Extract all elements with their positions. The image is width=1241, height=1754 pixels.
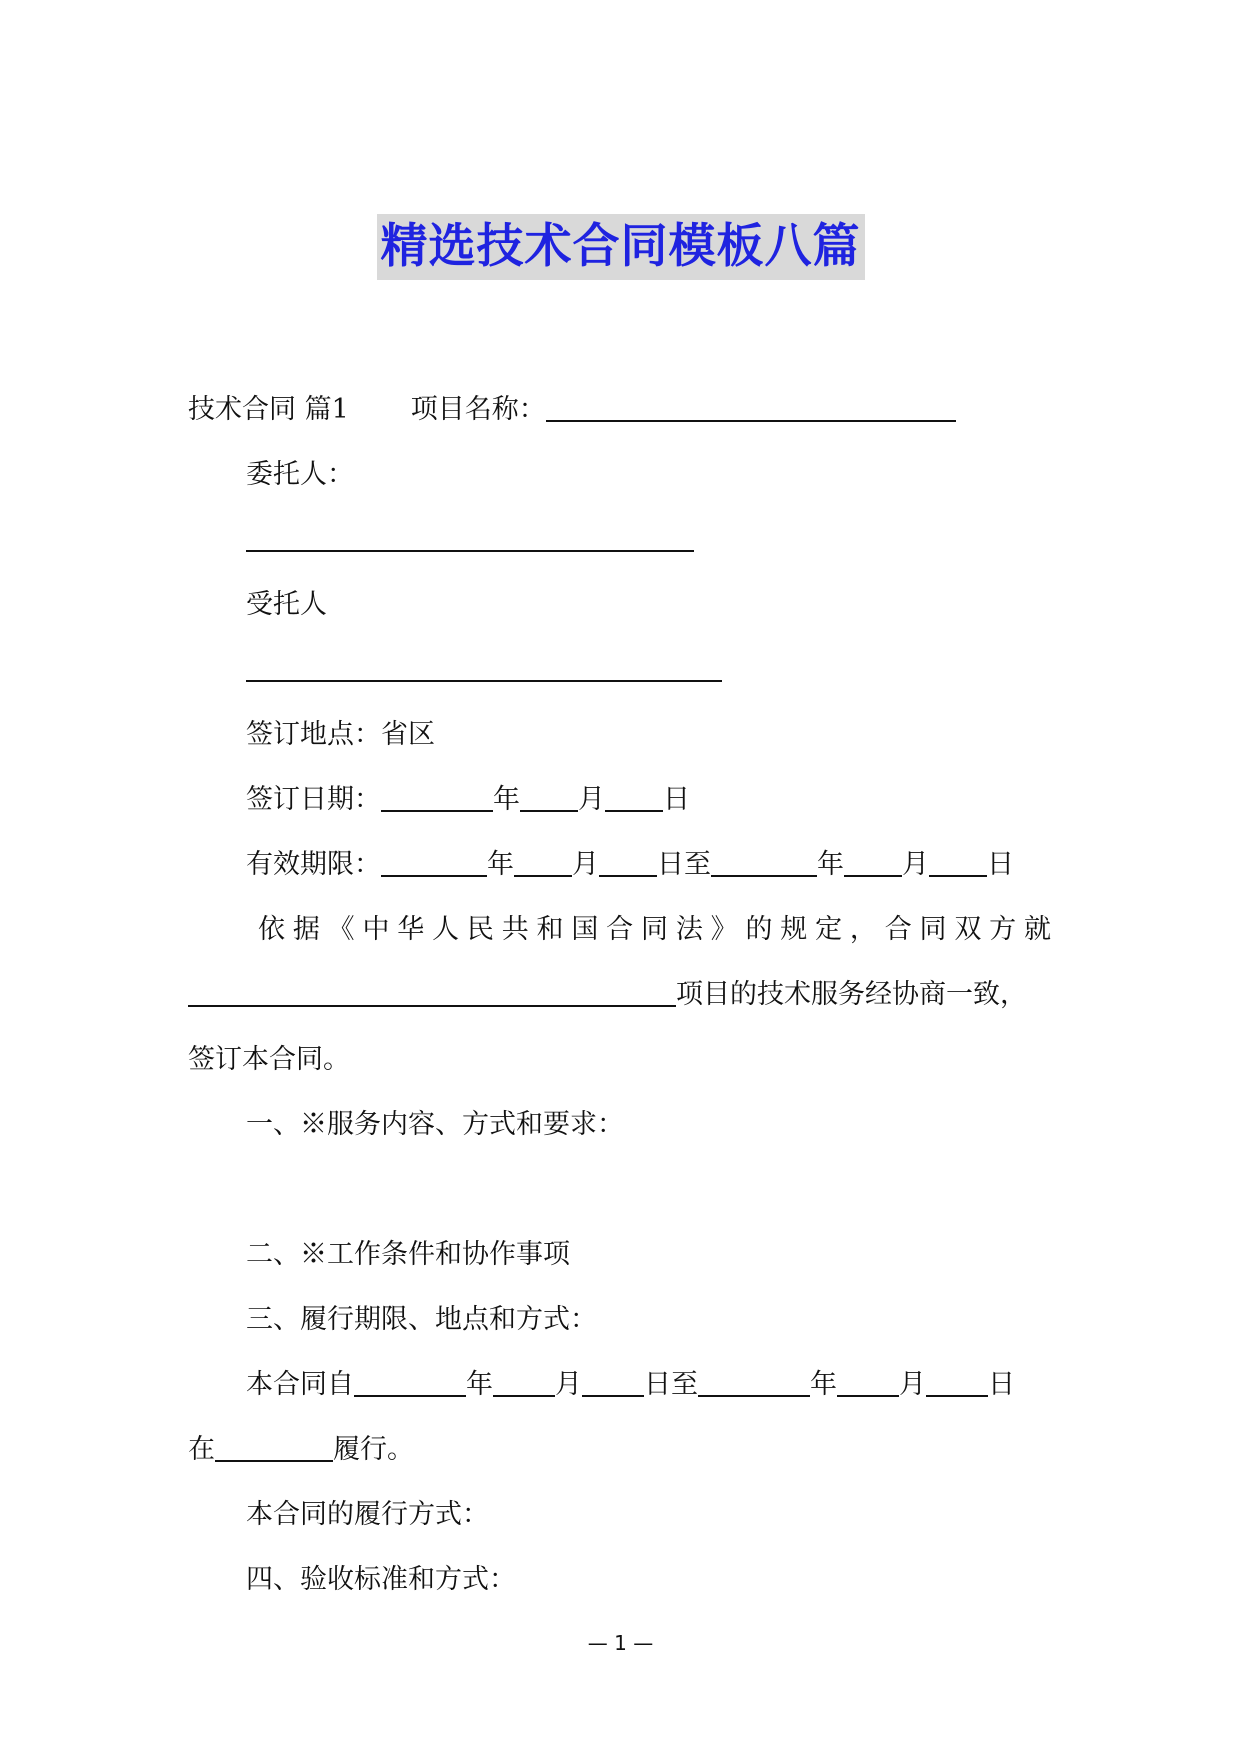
sign-contract-line [188, 1040, 350, 1080]
end-month-blank [844, 847, 902, 877]
contractor-blank-line [246, 650, 722, 690]
legal-basis-line [258, 910, 1051, 950]
section-one-text: 一、※服务内容、方式和要求： [246, 1109, 624, 1140]
section-two-heading [246, 1235, 570, 1275]
contract-section-label: 技术合同 篇1 [188, 394, 349, 425]
document-title: 精选技术合同模板八篇 [377, 214, 865, 280]
place-prefix: 在 [188, 1434, 215, 1465]
start-year-blank [381, 847, 487, 877]
start-month-blank [514, 847, 572, 877]
perf-end-year-blank [698, 1367, 810, 1397]
signing-place-text: 签订地点：省区 [246, 719, 435, 750]
section-three-heading [246, 1300, 597, 1340]
page-number: — 1 — [587, 1631, 654, 1655]
section-three-text: 三、履行期限、地点和方式： [246, 1304, 597, 1335]
client-blank [246, 522, 694, 552]
year-blank [381, 782, 493, 812]
perf-start-month-label: 月 [555, 1369, 582, 1400]
end-day-blank [929, 847, 987, 877]
start-day-blank [599, 847, 657, 877]
day-blank [605, 782, 663, 812]
contractor-label: 受托人 [246, 589, 327, 620]
contract-header-line [188, 390, 956, 430]
place-suffix: 履行。 [333, 1434, 414, 1465]
project-name-label: 项目名称： [410, 394, 546, 425]
to-label: 日至 [657, 849, 711, 880]
legal-basis-text: 依据《中华人民共和国合同法》的规定，合同双方就 [258, 914, 1051, 945]
signing-place-line [246, 715, 435, 755]
project-blank [188, 977, 676, 1007]
client-label-line [246, 455, 354, 495]
perf-end-day-blank [926, 1367, 988, 1397]
start-month-label: 月 [572, 849, 599, 880]
project-name-blank [546, 392, 956, 422]
validity-line [246, 845, 1014, 885]
section-one-heading [246, 1105, 624, 1145]
month-blank [520, 782, 578, 812]
perf-start-year-blank [354, 1367, 466, 1397]
sign-contract-text: 签订本合同。 [188, 1044, 350, 1075]
validity-label: 有效期限： [246, 849, 381, 880]
day-label: 日 [663, 784, 690, 815]
section-two-text: 二、※工作条件和协作事项 [246, 1239, 570, 1270]
signing-date-label: 签订日期： [246, 784, 381, 815]
end-year-label: 年 [817, 849, 844, 880]
contractor-blank [246, 652, 722, 682]
perf-end-year-label: 年 [810, 1369, 837, 1400]
performance-place-line [188, 1430, 414, 1470]
performance-period-line [246, 1365, 1015, 1405]
perf-end-month-blank [837, 1367, 899, 1397]
year-label: 年 [493, 784, 520, 815]
place-blank [215, 1432, 333, 1462]
perf-start-month-blank [493, 1367, 555, 1397]
perf-end-day-label: 日 [988, 1369, 1015, 1400]
month-label: 月 [578, 784, 605, 815]
perf-to-label: 日至 [644, 1369, 698, 1400]
perf-start-day-blank [582, 1367, 644, 1397]
client-blank-line [246, 520, 694, 560]
performance-method-line [246, 1495, 489, 1535]
section-four-text: 四、验收标准和方式： [246, 1564, 516, 1595]
section-four-heading [246, 1560, 516, 1600]
client-label: 委托人： [246, 459, 354, 490]
project-service-line [188, 975, 1027, 1015]
perf-start-year-label: 年 [466, 1369, 493, 1400]
signing-date-line [246, 780, 690, 820]
project-service-text: 项目的技术服务经协商一致， [676, 979, 1027, 1010]
start-year-label: 年 [487, 849, 514, 880]
title-container [0, 214, 1241, 280]
contractor-label-line [246, 585, 327, 625]
performance-method-text: 本合同的履行方式： [246, 1499, 489, 1530]
performance-start-label: 本合同自 [246, 1369, 354, 1400]
end-month-label: 月 [902, 849, 929, 880]
end-day-label: 日 [987, 849, 1014, 880]
perf-end-month-label: 月 [899, 1369, 926, 1400]
end-year-blank [711, 847, 817, 877]
